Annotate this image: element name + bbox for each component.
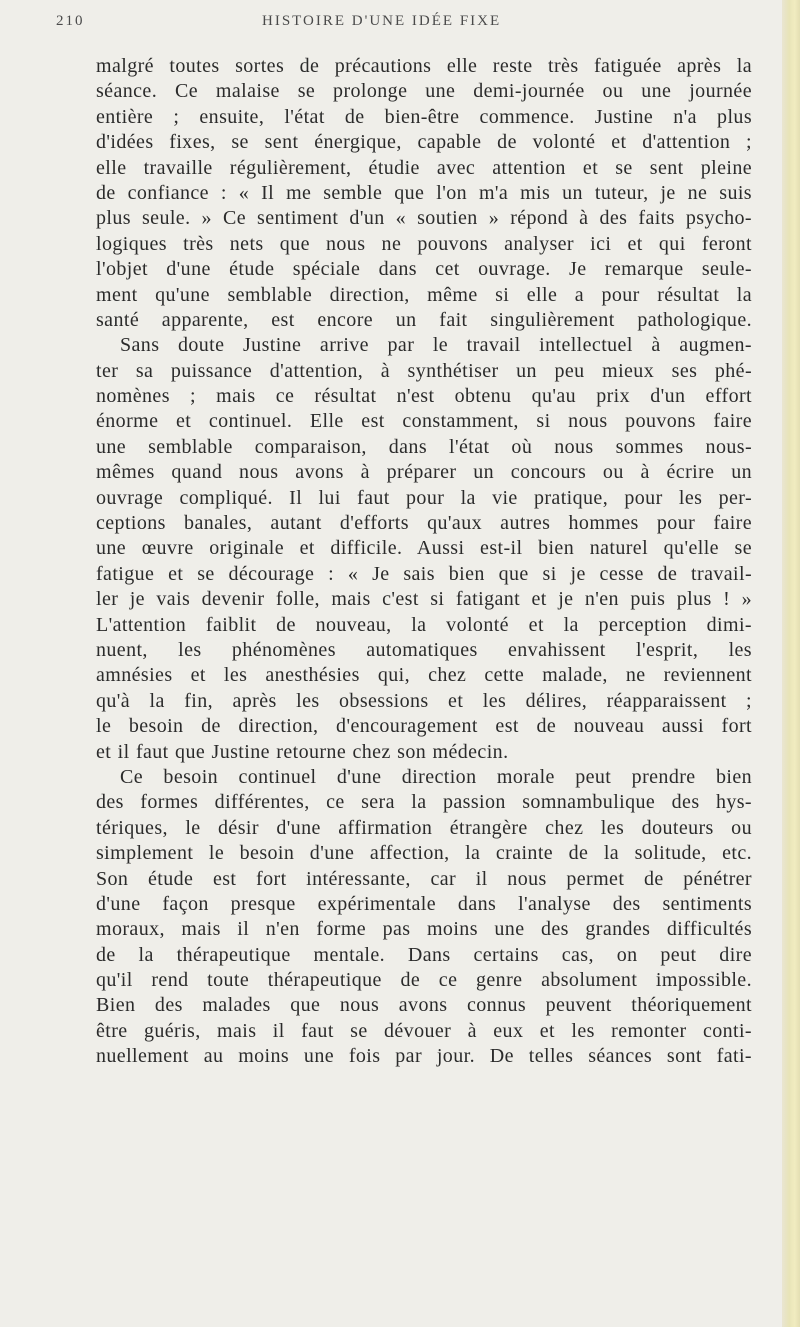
text-line: être guéris, mais il faut se dévouer à eux et les remonter conti- — [96, 1019, 752, 1042]
running-title: HISTOIRE D'UNE IDÉE FIXE — [262, 13, 502, 29]
text-line: fatigue et se décourage : « Je sais bien que si je cesse de travail- — [96, 562, 752, 585]
text-line: moraux, mais il n'en forme pas moins une des grandes difficultés — [96, 918, 752, 941]
text-line: logiques très nets que nous ne pouvons analyser ici et qui feront — [96, 232, 752, 255]
text-line: ment qu'une semblable direction, même si elle a pour résultat la — [96, 283, 752, 306]
text-line: de la thérapeutique mentale. Dans certains cas, on peut dire — [96, 943, 752, 966]
text-line: Son étude est fort intéressante, car il nous permet de pénétrer — [96, 867, 752, 890]
text-line: simplement le besoin d'une affection, la crainte de la solitude, etc. — [96, 842, 752, 865]
text-line: séance. Ce malaise se prolonge une demi-journée ou une journée — [96, 80, 752, 103]
text-line: ceptions banales, autant d'efforts qu'aux autres hommes pour faire — [96, 512, 752, 535]
text-line: entière ; ensuite, l'état de bien-être commence. Justine n'a plus — [96, 105, 752, 128]
text-line: qu'à la fin, après les obsessions et les délires, réapparaissent ; — [96, 689, 752, 712]
text-line: mêmes quand nous avons à préparer un concours ou à écrire un — [96, 461, 752, 484]
text-line: d'une façon presque expérimentale dans l'analyse des sentiments — [96, 892, 752, 915]
text-line: plus seule. » Ce sentiment d'un « soutien » répond à des faits psycho- — [96, 207, 752, 230]
text-line: énorme et continuel. Elle est constamment, si nous pouvons faire — [96, 410, 752, 433]
page-number: 210 — [56, 13, 85, 29]
text-line: nuent, les phénomènes automatiques envahissent l'esprit, les — [96, 638, 752, 661]
text-line: l'objet d'une étude spéciale dans cet ouvrage. Je remarque seule- — [96, 258, 752, 281]
text-line: ler je vais devenir folle, mais c'est si fatigant et je n'en puis plus ! » — [96, 588, 752, 611]
text-line: qu'il rend toute thérapeutique de ce genre absolument impossible. — [96, 969, 752, 992]
text-line: Bien des malades que nous avons connus peuvent théoriquement — [96, 994, 752, 1017]
body-text — [96, 54, 752, 1070]
text-line: ter sa puissance d'attention, à synthétiser un peu mieux ses phé- — [96, 359, 752, 382]
text-line: santé apparente, est encore un fait singulièrement pathologique. — [96, 308, 752, 331]
text-line: une semblable comparaison, dans l'état où nous sommes nous- — [96, 435, 752, 458]
text-line: nomènes ; mais ce résultat n'est obtenu qu'au prix d'un effort — [96, 385, 752, 408]
text-line: L'attention faiblit de nouveau, la volonté et la perception dimi- — [96, 613, 752, 636]
text-line: des formes différentes, ce sera la passion somnambulique des hys- — [96, 791, 752, 814]
page-edge — [782, 0, 800, 1327]
text-line: Ce besoin continuel d'une direction morale peut prendre bien — [120, 765, 752, 788]
text-line: une œuvre originale et difficile. Aussi est-il bien naturel qu'elle se — [96, 537, 752, 560]
text-line: de confiance : « Il me semble que l'on m'a mis un tuteur, je ne suis — [96, 181, 752, 204]
text-line: elle travaille régulièrement, étudie avec attention et se sent pleine — [96, 156, 752, 179]
text-line: nuellement au moins une fois par jour. De telles séances sont fati- — [96, 1045, 752, 1068]
text-line: tériques, le désir d'une affirmation étrangère chez les douteurs ou — [96, 816, 752, 839]
text-line: Sans doute Justine arrive par le travail intellectuel à augmen- — [120, 334, 752, 357]
text-line: amnésies et les anesthésies qui, chez cette malade, ne reviennent — [96, 664, 752, 687]
running-head — [56, 13, 746, 35]
text-line: le besoin de direction, d'encouragement est de nouveau aussi fort — [96, 715, 752, 738]
text-line: et il faut que Justine retourne chez son médecin. — [96, 740, 509, 763]
text-line: ouvrage compliqué. Il lui faut pour la vie pratique, pour les per- — [96, 486, 752, 509]
text-line: d'idées fixes, se sent énergique, capable de volonté et d'attention ; — [96, 131, 752, 154]
text-line: malgré toutes sortes de précautions elle reste très fatiguée après la — [96, 55, 752, 77]
